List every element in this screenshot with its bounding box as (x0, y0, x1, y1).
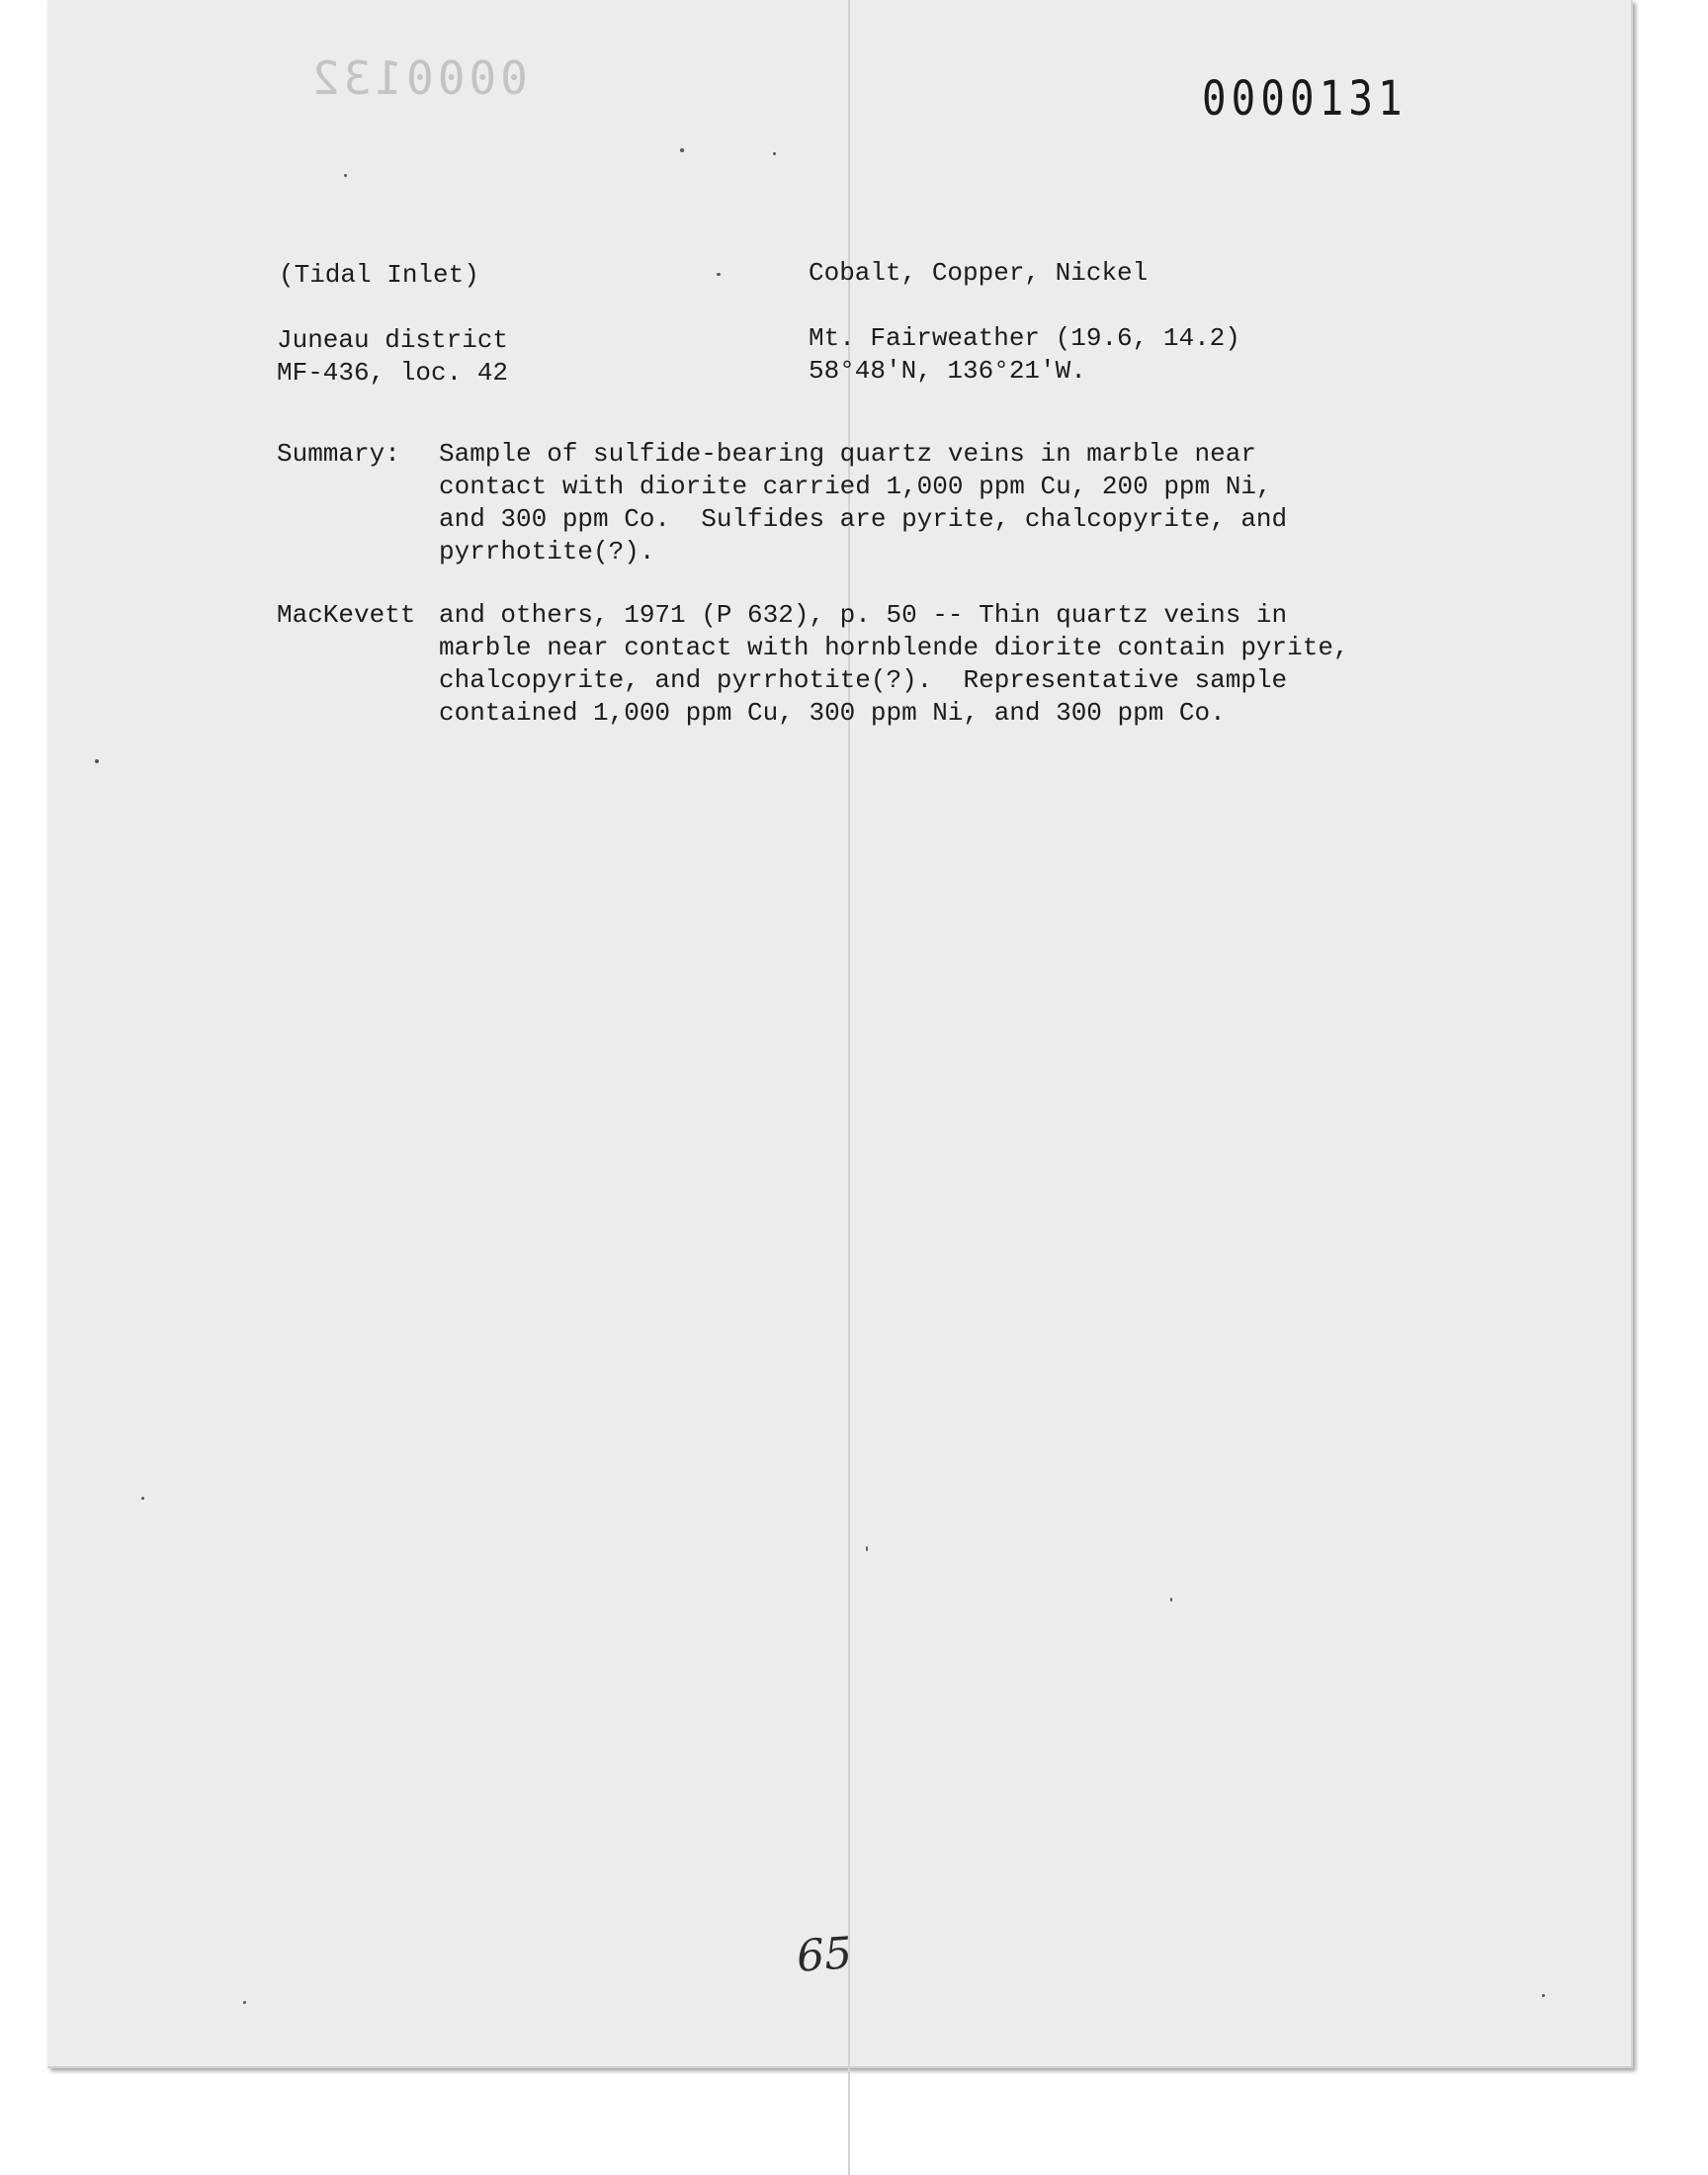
summary-label: Summary: (277, 439, 400, 469)
summary-line: pyrrhotite(?). (439, 537, 655, 566)
scan-speck (243, 2001, 246, 2004)
reference-line: marble near contact with hornblende diorite contain pyrite, (439, 633, 1349, 662)
scan-speck (866, 1546, 868, 1551)
locality: (Tidal Inlet) (279, 260, 479, 290)
commodities: Cobalt, Copper, Nickel (809, 258, 1149, 288)
reference-line: contained 1,000 ppm Cu, 300 ppm Ni, and 300 ppm Co. (439, 698, 1226, 728)
map-reference: MF-436, loc. 42 (277, 358, 509, 388)
handwritten-page-number: 65 (795, 1928, 854, 1982)
document-page (47, 0, 1633, 2068)
reference-text (439, 599, 1427, 730)
reference-line: chalcopyrite, and pyrrhotite(?). Representative sample (439, 665, 1288, 695)
scan-speck (1542, 1994, 1545, 1997)
reference-author: MacKevett (277, 600, 416, 630)
scan-speck (95, 759, 99, 763)
scan-speck (773, 152, 776, 155)
district: Juneau district (277, 325, 509, 355)
summary-line: contact with diorite carried 1,000 ppm Cu, 200 ppm Ni, (439, 472, 1272, 501)
scan-speck (680, 148, 684, 152)
coordinates: 58°48'N, 136°21'W. (809, 356, 1086, 386)
scan-speck (344, 174, 347, 177)
quadrangle: Mt. Fairweather (19.6, 14.2) (809, 323, 1240, 353)
summary-line: and 300 ppm Co. Sulfides are pyrite, chalcopyrite, and (439, 504, 1288, 534)
scan-speck (717, 273, 721, 276)
document-number: 0000131 (1202, 71, 1408, 127)
reference-line: and others, 1971 (P 632), p. 50 -- Thin quartz veins in (439, 600, 1288, 630)
scan-speck (1170, 1598, 1172, 1602)
bleed-through-number: 0000132 (308, 51, 528, 105)
scan-speck (141, 1497, 144, 1500)
summary-line: Sample of sulfide-bearing quartz veins in marble near (439, 439, 1256, 469)
summary-text (439, 438, 1427, 568)
